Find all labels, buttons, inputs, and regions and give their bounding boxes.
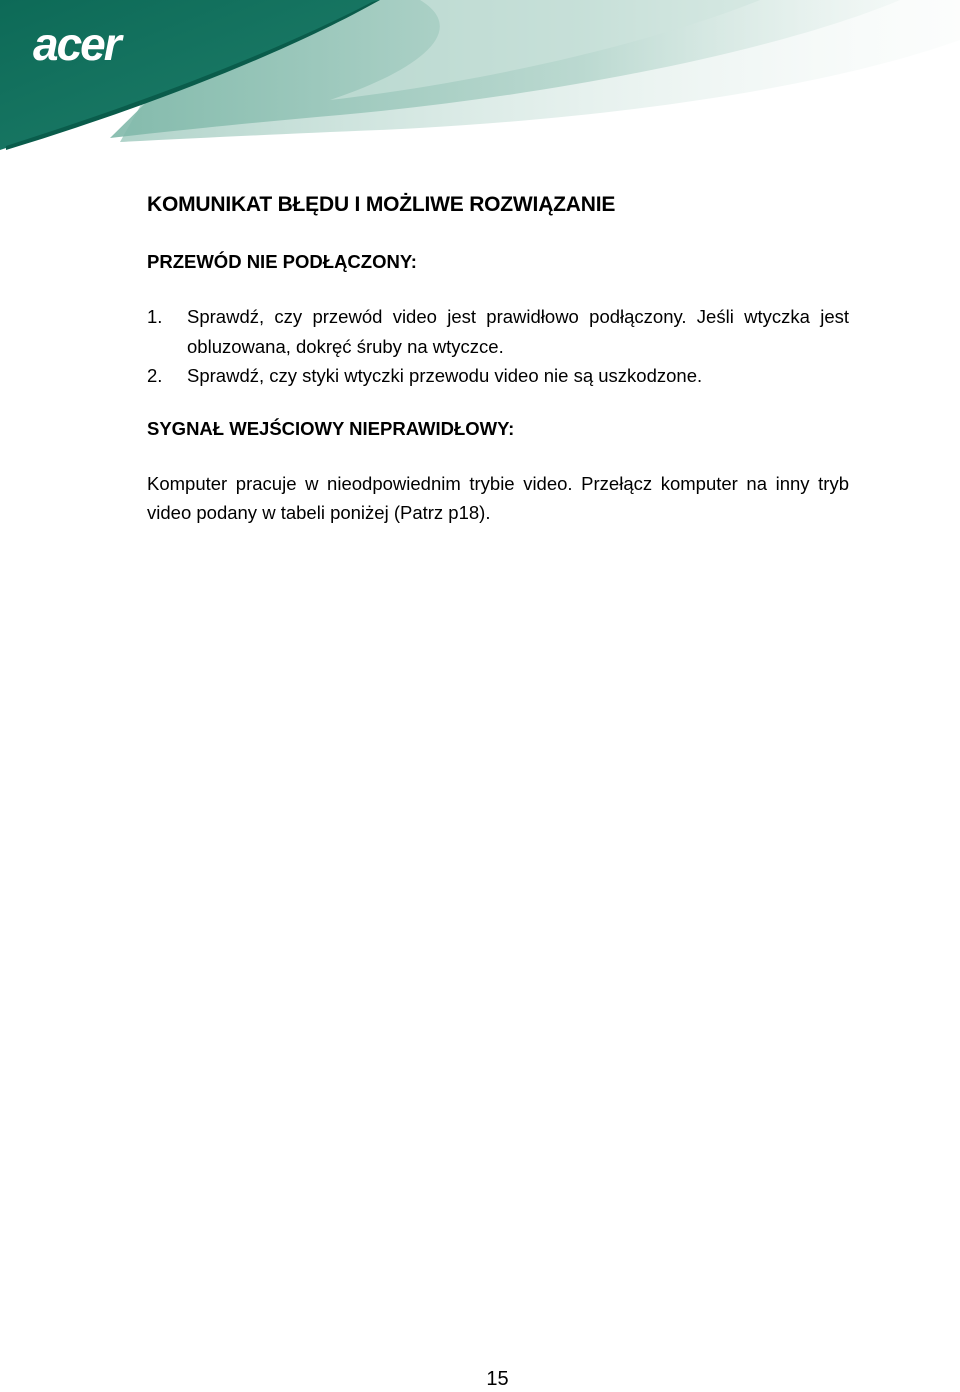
section-heading-invalid-signal: SYGNAŁ WEJŚCIOWY NIEPRAWIDŁOWY: [147, 417, 515, 439]
page-title: KOMUNIKAT BŁĘDU I MOŻLIWE ROZWIĄZANIE [147, 193, 616, 216]
list-item-text: Sprawdź, czy styki wtyczki przewodu video nie są uszkodzone. [187, 365, 703, 386]
list-item [147, 302, 849, 361]
section-heading-no-cable: PRZEWÓD NIE PODŁĄCZONY: [147, 251, 417, 272]
section-body-text: Komputer pracuje w nieodpowiednim trybie video. Przełącz komputer na inny tryb video podany w tabeli poniżej (Patrz p18). [147, 472, 849, 523]
troubleshooting-steps-list [147, 302, 849, 391]
list-item-number: 1. [147, 306, 163, 327]
list-item-number: 2. [147, 365, 163, 386]
acer-logo: acer [33, 18, 120, 70]
list-item [147, 361, 849, 391]
document-content [147, 190, 849, 528]
header-banner [0, 0, 960, 150]
page-number: 15 [486, 1368, 509, 1390]
header-wave-graphic [0, 0, 960, 150]
list-item-text: Sprawdź, czy przewód video jest prawidłowo podłączony. Jeśli wtyczka jest obluzowana, dokręć śruby na wtyczce. [187, 306, 849, 357]
